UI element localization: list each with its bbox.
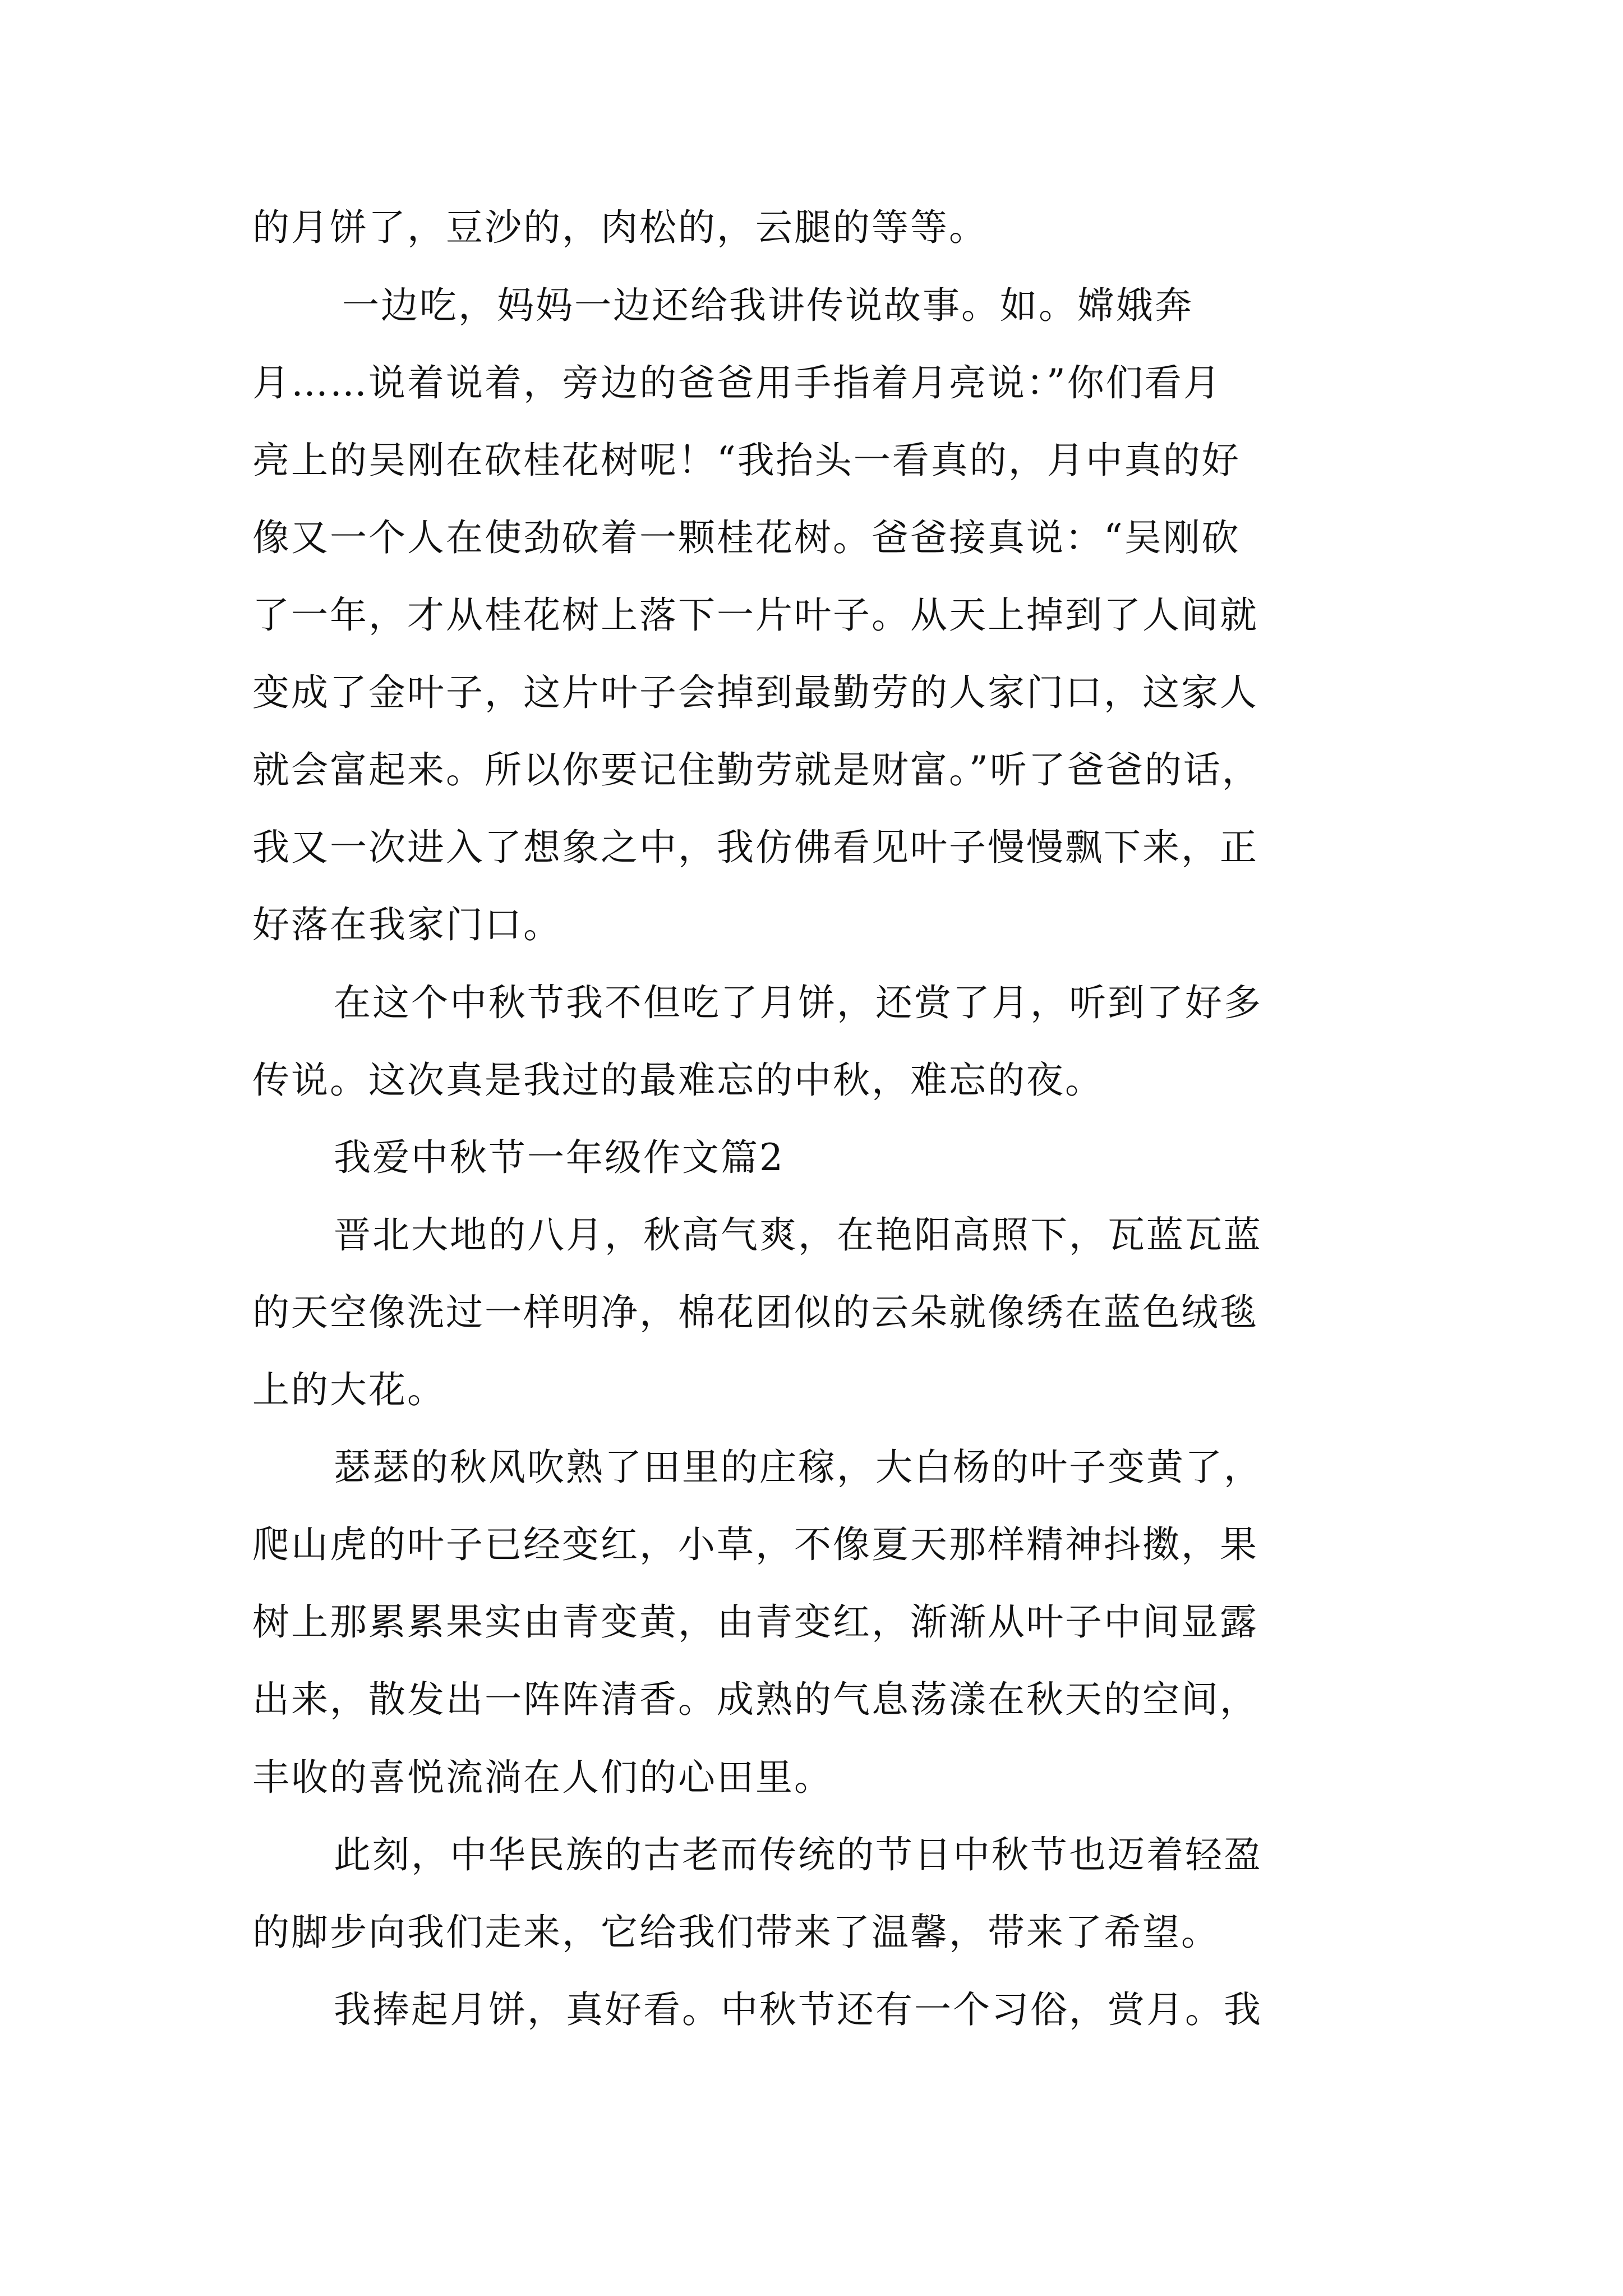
text-line: 在这个中秋节我不但吃了月饼，还赏了月，听到了好多 [334, 981, 1262, 1024]
text-line: 的月饼了，豆沙的，肉松的，云腿的等等。 [252, 206, 988, 249]
text-line: 好落在我家门口。 [252, 903, 562, 946]
text-line: 晋北大地的八月，秋高气爽，在艳阳高照下，瓦蓝瓦蓝 [334, 1213, 1262, 1257]
text-line: 上的大花。 [252, 1368, 446, 1411]
text-line: 就会富起来。所以你要记住勤劳就是财富。”听了爸爸的话， [252, 748, 1261, 792]
text-line: 丰收的喜悦流淌在人们的心田里。 [252, 1756, 833, 1799]
text-line: 爬山虎的叶子已经变红，小草，不像夏天那样精神抖擞，果 [252, 1523, 1258, 1566]
text-line: 出来，散发出一阵阵清香。成熟的气息荡漾在秋天的空间， [252, 1678, 1258, 1721]
text-line: 变成了金叶子，这片叶子会掉到最勤劳的人家门口，这家人 [252, 671, 1258, 714]
text-line: 此刻，中华民族的古老而传统的节日中秋节也迈着轻盈 [334, 1833, 1262, 1876]
text-line: 瑟瑟的秋风吹熟了田里的庄稼，大白杨的叶子变黄了， [334, 1446, 1262, 1489]
text-line: 了一年，才从桂花树上落下一片叶子。从天上掉到了人间就 [252, 593, 1258, 637]
text-line: 像又一个人在使劲砍着一颗桂花树。爸爸接真说：“吴刚砍 [252, 516, 1241, 559]
text-line: 亮上的吴刚在砍桂花树呢！“我抬头一看真的，月中真的好 [252, 439, 1241, 482]
text-line: 的天空像洗过一样明净，棉花团似的云朵就像绣在蓝色绒毯 [252, 1291, 1258, 1334]
text-line: 月……说着说着，旁边的爸爸用手指着月亮说：”你们看月 [252, 361, 1222, 404]
text-line: 我又一次进入了想象之中，我仿佛看见叶子慢慢飘下来，正 [252, 826, 1258, 869]
section-heading: 我爱中秋节一年级作文篇2 [334, 1136, 785, 1179]
text-line: 树上那累累果实由青变黄，由青变红，渐渐从叶子中间显露 [252, 1600, 1258, 1644]
text-line: 我捧起月饼，真好看。中秋节还有一个习俗，赏月。我 [334, 1988, 1262, 2031]
text-line: 一边吃，妈妈一边还给我讲传说故事。如。嫦娥奔 [342, 284, 1193, 327]
text-line: 传说。这次真是我过的最难忘的中秋，难忘的夜。 [252, 1059, 1104, 1102]
text-line: 的脚步向我们走来，它给我们带来了温馨，带来了希望。 [252, 1911, 1220, 1954]
